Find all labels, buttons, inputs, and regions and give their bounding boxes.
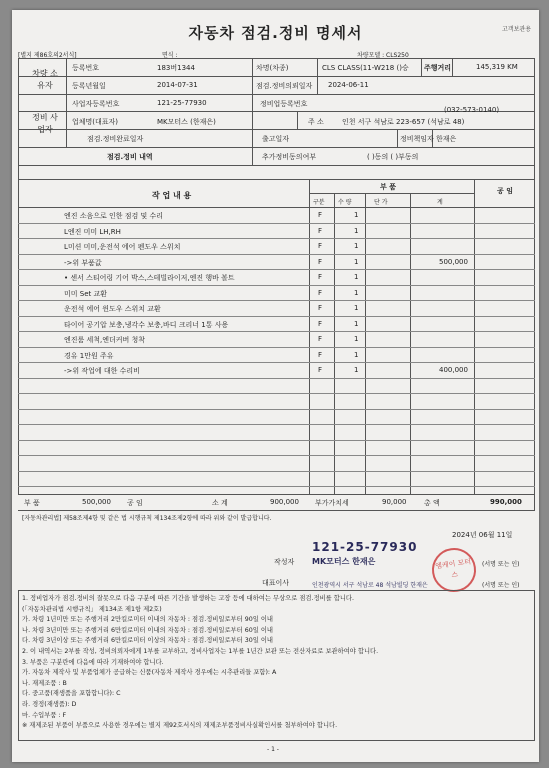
item-qty: 1 bbox=[354, 288, 359, 297]
item-work: 엔진룸 세척,엔더커버 청착 bbox=[64, 336, 146, 344]
item-type: F bbox=[318, 273, 323, 281]
manager-value: 한재은 bbox=[436, 135, 457, 143]
issue-date: 2024년 06월 11일 bbox=[452, 531, 513, 539]
parts-header: 부 품 bbox=[380, 183, 396, 191]
mileage-label: 주행거리 bbox=[424, 64, 452, 72]
col-type: 구분 bbox=[313, 199, 325, 206]
details-label: 점검.정비 내역 bbox=[107, 153, 153, 161]
item-total: 500,000 bbox=[439, 257, 468, 266]
item-qty: 1 bbox=[354, 304, 359, 312]
col-qty: 수 량 bbox=[338, 199, 352, 206]
item-work: L엔진 미미 LH,RH bbox=[64, 227, 121, 236]
note-line: 다. 중고품(재생품을 포함합니다): C bbox=[22, 690, 121, 698]
extra-consent-options: ( )동의 ( )부동의 bbox=[367, 153, 419, 161]
labor-total-label: 공 임 bbox=[127, 499, 143, 507]
item-qty: 1 bbox=[354, 319, 359, 328]
note-line: (「자동차관리법 시행규칙」 제134조 제1항 제2호) bbox=[22, 605, 162, 613]
item-qty: 1 bbox=[354, 273, 359, 281]
item-work: L미션 미미,운전석 에어 펜도우 스위치 bbox=[64, 243, 181, 251]
shop-name-value: MK모터스 (한재은) bbox=[157, 118, 216, 126]
note-line: 라. 경정(재생품): D bbox=[22, 700, 77, 708]
note-line: 1. 정비업자가 점검.정비의 잘못으로 다음 구분에 따른 기간을 발생하는 고장 등에 대하여는 무상으로 점검.정비를 합니다. bbox=[22, 595, 355, 602]
item-type: F bbox=[318, 304, 323, 312]
item-type: F bbox=[318, 350, 323, 359]
parts-total-value: 500,000 bbox=[82, 498, 111, 506]
note-line: 나. 재제조품 : B bbox=[22, 679, 67, 687]
item-type: F bbox=[318, 211, 323, 219]
cert-biz-no: 121-25-77930 bbox=[312, 540, 418, 554]
parts-total-label: 부 품 bbox=[24, 499, 40, 507]
item-work: 경유 1만원 주유 bbox=[64, 351, 114, 360]
grand-total-value: 990,000 bbox=[490, 498, 522, 506]
reg-date-value: 2014-07-31 bbox=[157, 81, 198, 89]
address-value: 인천 서구 석남로 223-657 (석남로 48) bbox=[342, 118, 465, 126]
manager-label: 정비책임자 bbox=[400, 135, 434, 143]
item-qty: 1 bbox=[354, 226, 359, 235]
note-line: 나. 차령 3년미만 또는 주행거리 6만킬로미터 이내의 자동차 : 점검.정비일로부터 60일 이내 bbox=[22, 626, 273, 634]
page-number: - 1 - bbox=[267, 746, 279, 753]
maker-label: 작성자 bbox=[274, 558, 295, 566]
request-date-value: 2024-06-11 bbox=[328, 81, 369, 89]
item-type: F bbox=[318, 366, 323, 374]
rep-label: 대표이사 bbox=[262, 579, 290, 587]
biz-no-value: 121-25-77930 bbox=[157, 99, 207, 107]
law-text: [자동차관리법] 제58조제4항 및 같은 법 시행규칙 제134조제2항에 따라 위와 같이 발급합니다. bbox=[22, 515, 272, 522]
rep-address: 인천광역시 서구 석남로 48 석남빌딩 한재은 bbox=[312, 582, 428, 589]
item-work: 타이어 공기압 보충,냉각수 보충,바디 크리너 1통 사용 bbox=[64, 320, 229, 329]
item-type: F bbox=[318, 226, 323, 235]
shop-section-label: 정비 사업자 bbox=[32, 113, 58, 134]
item-qty: 1 bbox=[354, 242, 359, 250]
item-qty: 1 bbox=[354, 211, 359, 219]
rep-sign-hint: (서명 또는 인) bbox=[482, 582, 520, 589]
note-line: ※ 재제조된 부품이 부품으로 사용한 경우에는 별지 제92호서식의 재제조부품정비사실확인서를 첨부하여야 합니다. bbox=[22, 722, 338, 730]
document-title: 자동차 점검.정비 명세서 bbox=[188, 24, 363, 42]
vat-label: 부가가치세 bbox=[315, 499, 349, 507]
item-qty: 1 bbox=[354, 366, 359, 374]
item-qty: 1 bbox=[354, 335, 359, 343]
grand-total-label: 총 액 bbox=[424, 499, 440, 507]
col-unit: 단 가 bbox=[374, 199, 388, 206]
vat-value: 90,000 bbox=[382, 498, 407, 506]
note-line: 가. 자동차 제작사 및 부품업체가 공급하는 신품(자동차 제작사 경우에는 시추관리들 포함): A bbox=[22, 669, 277, 677]
item-work: ->위 작업에 대한 수리비 bbox=[64, 367, 140, 375]
shop-reg-label: 정비업등록번호 bbox=[260, 100, 308, 108]
work-header: 작 업 내 용 bbox=[152, 191, 192, 200]
request-date-label: 점검.정비의뢰일자 bbox=[256, 82, 313, 90]
reg-date-label: 등록년월일 bbox=[72, 82, 106, 90]
done-date-label: 점검.정비완료일자 bbox=[87, 135, 144, 143]
item-work: • 센서 스티어링 기어 박스,스테빌라이저,엔진 행바 볼트 bbox=[64, 274, 235, 282]
item-work: ->위 부품값 bbox=[64, 258, 102, 267]
model-value: CLS CLASS(11-W218 ()승 bbox=[322, 64, 409, 72]
shop-name-label: 업체명(대표자) bbox=[72, 118, 119, 126]
mileage-value: 145,319 KM bbox=[476, 63, 518, 71]
document-page bbox=[12, 10, 539, 762]
item-work: 엔진 소음으로 인한 점검 및 수리 bbox=[64, 212, 164, 220]
item-type: F bbox=[318, 242, 323, 250]
page-ref: 면식 : bbox=[162, 52, 178, 59]
owner-section-label: 차량 소유자 bbox=[32, 69, 58, 90]
maker-value: MK모터스 한재은 bbox=[312, 557, 376, 566]
notes-block bbox=[22, 594, 530, 732]
note-line: 다. 차령 3년이상 또는 주행거리 6만킬로미터 이상의 자동차 : 점검.정비일로부터 30일 이내 bbox=[22, 637, 273, 645]
reg-no-value: 183버1344 bbox=[157, 64, 195, 72]
model-label: 차명(차종) bbox=[256, 64, 289, 72]
item-work: 운전석 에어 윈도우 스위치 교환 bbox=[64, 305, 161, 313]
maker-sign-hint: (서명 또는 인) bbox=[482, 561, 520, 568]
address-label: 주 소 bbox=[308, 118, 324, 126]
item-type: F bbox=[318, 257, 323, 266]
col-total: 계 bbox=[437, 199, 443, 206]
item-total: 400,000 bbox=[439, 366, 468, 374]
release-date-label: 출고일자 bbox=[262, 135, 290, 143]
item-type: F bbox=[318, 319, 323, 328]
item-type: F bbox=[318, 335, 323, 343]
copy-label: 고객보관용 bbox=[502, 26, 531, 33]
note-line: 2. 이 내역서는 2부를 작성, 정비의뢰자에게 1부를 교부하고, 정비사업자는 1부를 1년간 보관 또는 전산자료로 보관하여야 합니다. bbox=[22, 647, 379, 655]
form-ref: [별지 제86호의2서식] bbox=[18, 52, 77, 59]
subtotal-label: 소 계 bbox=[212, 499, 228, 507]
note-line: 가. 차령 1년미만 또는 주행거리 2만킬로미터 이내의 자동차 : 점검.정비일로부터 90일 이내 bbox=[22, 616, 273, 624]
vehicle-model-ref: 차량모델 : CLS250 bbox=[357, 52, 409, 59]
subtotal-value: 900,000 bbox=[270, 498, 299, 506]
item-qty: 1 bbox=[354, 350, 359, 359]
item-qty: 1 bbox=[354, 257, 359, 266]
shop-phone: (032-573-0140) bbox=[444, 106, 500, 114]
item-work: 미미 Set 교환 bbox=[64, 289, 107, 298]
company-seal: 엠케이 모터스 bbox=[429, 545, 479, 595]
note-line: 마. 수입부품 : F bbox=[22, 711, 67, 719]
biz-no-label: 사업자등록번호 bbox=[72, 100, 120, 108]
labor-header: 공 임 bbox=[497, 187, 513, 195]
item-type: F bbox=[318, 288, 323, 297]
note-line: 3. 부품은 구분란에 다음에 따라 기재하여야 합니다. bbox=[22, 658, 164, 666]
extra-consent-label: 추가정비동의여부 bbox=[262, 153, 317, 161]
reg-no-label: 등록번호 bbox=[72, 64, 100, 72]
